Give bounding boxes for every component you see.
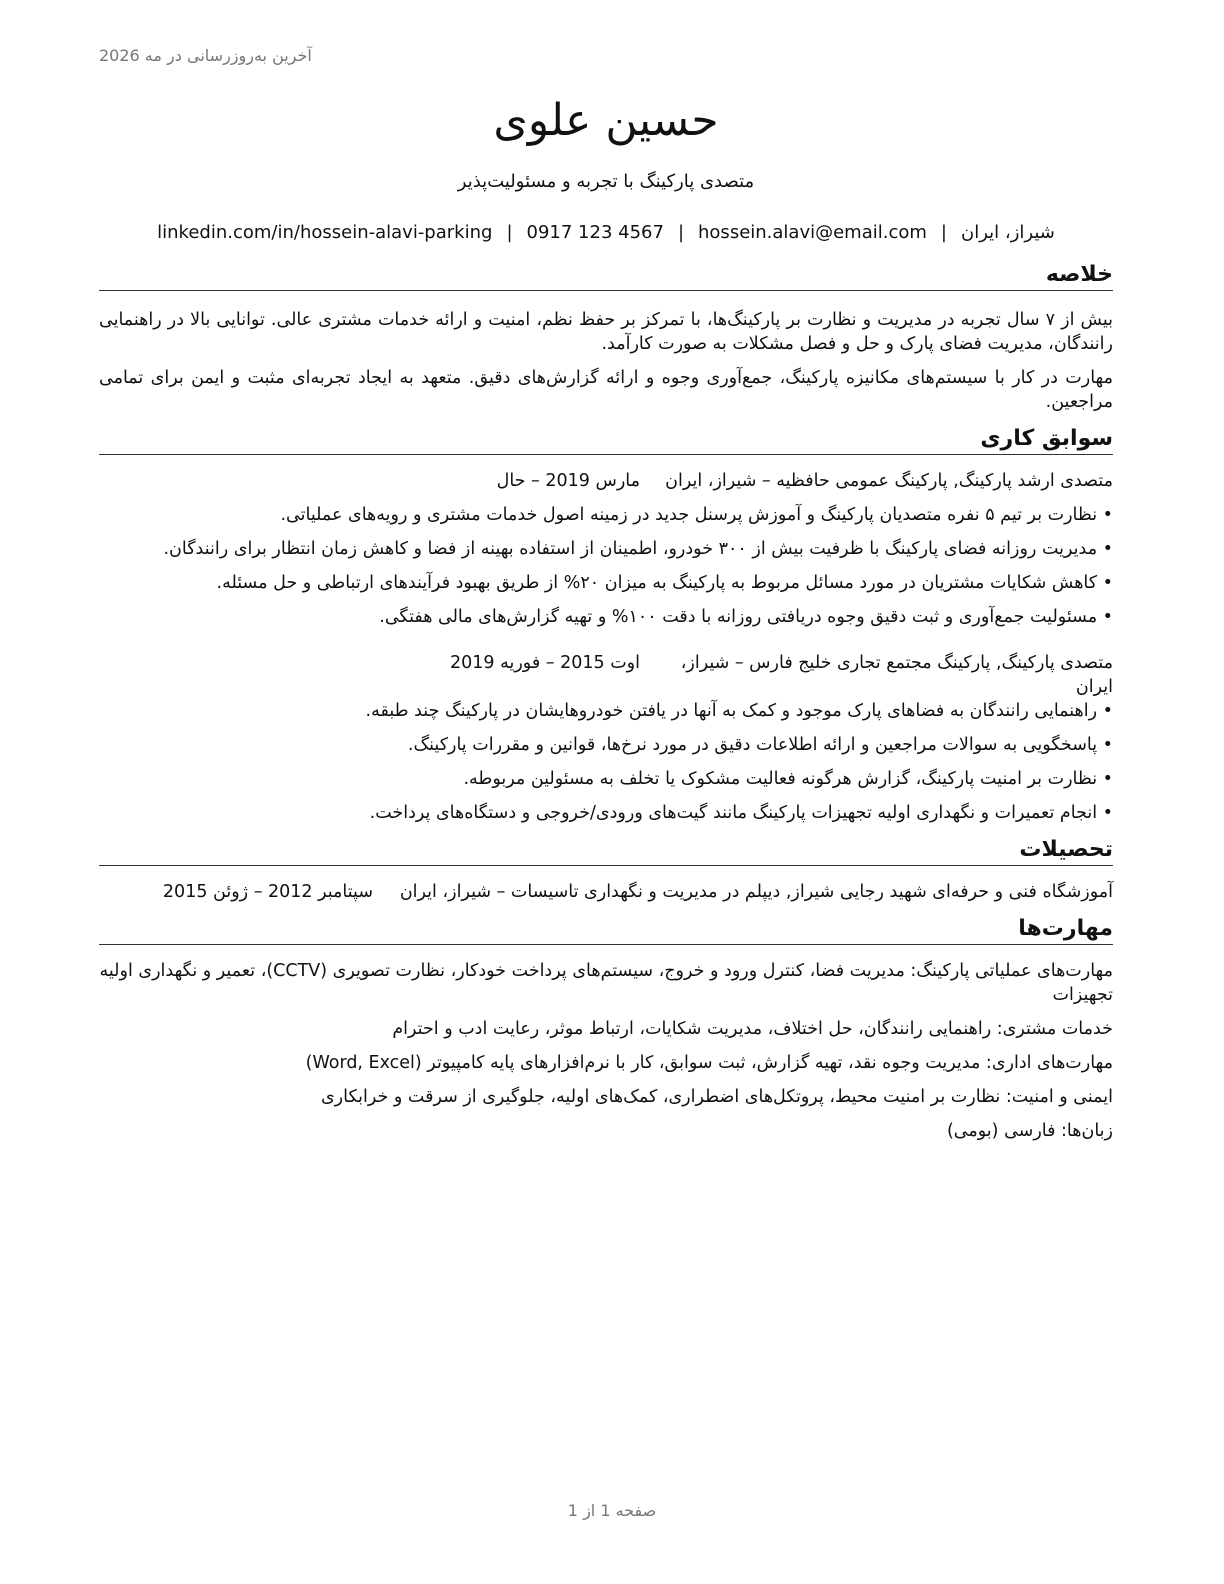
job-bullet: • پاسخگویی به سوالات مراجعین و ارائه اطلاعات دقیق در مورد نرخ‌ها، قوانین و مقررات پارکینگ. [99, 733, 1113, 757]
resume-content [99, 92, 1113, 1143]
job-dates: اوت 2015 – فوریه 2019 [449, 653, 640, 673]
linkedin-link[interactable]: linkedin.com/in/hossein-alavi-parking [157, 222, 493, 243]
job-title: متصدی پارکینگ, پارکینگ مجتمع تجاری خلیج فارس – شیراز، ایران [680, 653, 1113, 697]
candidate-tagline: متصدی پارکینگ با تجربه و مسئولیت‌پذیر [457, 171, 755, 192]
job-bullet: • راهنمایی رانندگان به فضاهای پارک موجود و کمک به آنها در یافتن خودروهایشان در پارکینگ چند طبقه. [99, 699, 1113, 723]
job-entry [99, 469, 1113, 629]
phone-number[interactable]: 0917 123 4567 [526, 222, 664, 243]
email-link[interactable]: hossein.alavi@email.com [698, 222, 927, 243]
contact-separator: | [940, 222, 947, 243]
contact-line [99, 221, 1113, 245]
experience-section [99, 426, 1113, 825]
summary-paragraph: مهارت در کار با سیستم‌های مکانیزه پارکینگ، جمع‌آوری وجوه و ارائه گزارش‌های دقیق. متعهد به ایجاد تجربه‌ای مثبت و ایمن برای تمامی مراجعین. [99, 368, 1113, 412]
skill-item: مهارت‌های اداری: مدیریت وجوه نقد، تهیه گزارش، ثبت سوابق، کار با نرم‌افزارهای پایه کامپیوتر (Word, Excel) [305, 1053, 1113, 1073]
summary-heading: خلاصه [99, 262, 1113, 291]
skills-heading: مهارت‌ها [99, 916, 1113, 945]
job-bullet: • انجام تعمیرات و نگهداری اولیه تجهیزات پارکینگ مانند گیت‌های ورودی/خروجی و دستگاه‌های پرداخت. [99, 801, 1113, 825]
job-dates: مارس 2019 – حال [496, 471, 640, 491]
skill-item: زبان‌ها: فارسی (بومی) [946, 1121, 1113, 1141]
candidate-name: حسین علوی [493, 95, 719, 146]
education-title: آموزشگاه فنی و حرفه‌ای شهید رجایی شیراز, دیپلم در مدیریت و نگهداری تاسیسات – شیراز، ایران [399, 882, 1113, 902]
page-number: صفحه 1 از 1 [567, 1501, 657, 1520]
skill-item: ایمنی و امنیت: نظارت بر امنیت محیط، پروتکل‌های اضطراری، کمک‌های اولیه، جلوگیری از سرقت و خرابکاری [320, 1087, 1113, 1107]
job-bullet: • مسئولیت جمع‌آوری و ثبت دقیق وجوه دریافتی روزانه با دقت ۱۰۰% و تهیه گزارش‌های مالی هفتگی. [99, 605, 1113, 629]
education-section [99, 837, 1113, 904]
job-entry [99, 651, 1113, 825]
summary-section [99, 262, 1113, 414]
experience-heading: سوابق کاری [99, 426, 1113, 455]
contact-separator: | [677, 222, 685, 243]
summary-paragraph: بیش از ۷ سال تجربه در مدیریت و نظارت بر پارکینگ‌ها، با تمرکز بر حفظ نظم، امنیت و ارائه خدمات مشتری عالی. توانایی بالا در راهنمایی رانندگان، مدیریت فضای پارک و حل و فصل مشکلات به صورت کارآمد. [99, 310, 1113, 354]
skills-section [99, 916, 1113, 1143]
education-dates: سپتامبر 2012 – ژوئن 2015 [162, 882, 373, 902]
job-title: متصدی ارشد پارکینگ, پارکینگ عمومی حافظیه – شیراز، ایران [665, 471, 1113, 491]
skill-item: خدمات مشتری: راهنمایی رانندگان، حل اختلاف، مدیریت شکایات، ارتباط موثر، رعایت ادب و احترام [392, 1019, 1113, 1039]
job-bullet: • کاهش شکایات مشتریان در مورد مسائل مربوط به پارکینگ به میزان ۲۰% از طریق بهبود فرآیندهای ارتباطی و حل مسئله. [99, 571, 1113, 595]
education-entry [99, 880, 1113, 904]
job-bullet: • نظارت بر تیم ۵ نفره متصدیان پارکینگ و آموزش پرسنل جدید در زمینه اصول خدمات مشتری و رویه‌های عملیاتی. [99, 503, 1113, 527]
last-updated-note: آخرین به‌روزرسانی در مه 2026 [99, 46, 312, 65]
location: شیراز، ایران [961, 222, 1055, 243]
skill-item: مهارت‌های عملیاتی پارکینگ: مدیریت فضا، کنترل ورود و خروج، سیستم‌های پرداخت خودکار، نظارت تصویری (CCTV)، تعمیر و نگهداری اولیه تجهیزات [99, 961, 1113, 1005]
job-bullet: • مدیریت روزانه فضای پارکینگ با ظرفیت بیش از ۳۰۰ خودرو، اطمینان از استفاده بهینه از فضا و کاهش زمان انتظار برای رانندگان. [99, 537, 1113, 561]
education-heading: تحصیلات [99, 837, 1113, 866]
contact-separator: | [506, 222, 513, 243]
job-bullet: • نظارت بر امنیت پارکینگ، گزارش هرگونه فعالیت مشکوک یا تخلف به مسئولین مربوطه. [99, 767, 1113, 791]
